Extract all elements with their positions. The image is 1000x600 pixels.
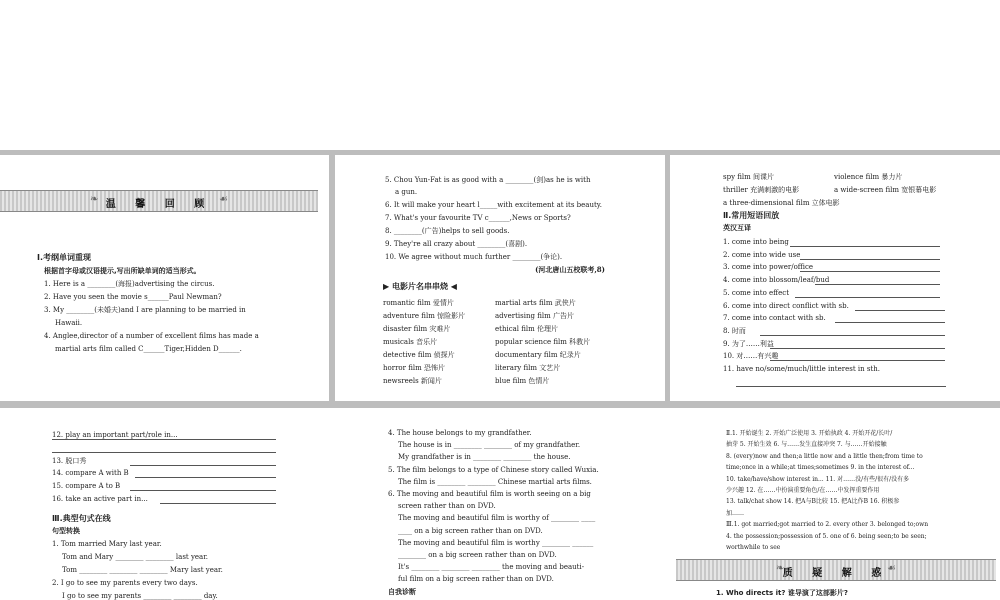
answer-line[interactable]	[130, 465, 276, 466]
exercise-line: 8. ________(广告)helps to sell goods.	[385, 227, 510, 235]
answer-key-line: time;once in a while;at times;sometimes 9. in the interest of...	[726, 464, 915, 472]
panel-1	[0, 155, 329, 401]
exercise-line: 2. Have you seen the movie s______Paul Newman?	[44, 293, 222, 301]
answer-line[interactable]	[815, 284, 940, 285]
exercise-line: a gun.	[395, 188, 418, 196]
film-term: thriller 充满刺激的电影	[723, 186, 800, 194]
answer-key-line: 抽芽 5. 开始生效 6. 与……发生直接冲突 7. 与……开始接触	[726, 441, 887, 449]
exercise-line: 6. come into direct conflict with sb.	[723, 301, 849, 310]
exercise-line: 1. Here is a ________(海报)advertising the circus.	[44, 280, 215, 288]
exercise-line: 5. come into effect	[723, 288, 790, 297]
answer-line[interactable]	[855, 310, 945, 311]
film-heading-text: 电影片名串串烧	[391, 282, 448, 291]
exercise-line: 2. I go to see my parents every two days.	[52, 579, 198, 587]
exercise-line: Tom ________ ________ ________ Mary last year.	[62, 566, 223, 574]
exercise-line: 16. take an active part in...	[52, 495, 148, 503]
ornament-icon: ☙	[219, 194, 228, 205]
film-term: literary film 文艺片	[495, 364, 561, 372]
exercise-line: 6. The moving and beautiful film is worth seeing on a big	[388, 490, 591, 498]
panel-3	[670, 155, 1000, 401]
exercise-line: 14. compare A with B	[52, 469, 129, 477]
film-term: a three-dimensional film 立体电影	[723, 199, 840, 207]
answer-line[interactable]	[800, 259, 940, 260]
film-term: blue film 色情片	[495, 377, 550, 385]
film-term: violence film 暴力片	[834, 173, 903, 181]
film-term: spy film 间谍片	[723, 173, 775, 181]
review-banner	[0, 190, 318, 212]
exercise-line: 9. 为了……利益	[723, 339, 774, 348]
exercise-line: 7. come into contact with sb.	[723, 314, 826, 323]
answer-line[interactable]	[52, 452, 276, 453]
exercise-line: ________ on a big screen rather than on DVD.	[398, 551, 557, 559]
film-term: musicals 音乐片	[383, 338, 438, 346]
answer-line[interactable]	[790, 246, 940, 247]
question: 1. Who directs it? 谁导演了这部影片?	[716, 589, 848, 597]
answer-key-line: 8. (every)now and then;a little now and a little then;from time to	[726, 452, 923, 460]
exercise-line: ____ on a big screen rather than on DVD.	[398, 526, 543, 535]
answer-key-line: worthwhile to see	[726, 544, 781, 551]
film-term: ethical film 伦理片	[495, 325, 559, 333]
answer-key-line: 少兴趣 12. 在……中扮演重要角色/在……中发挥重要作用	[726, 487, 880, 494]
exercise-line: 1. come into being	[723, 238, 789, 246]
panel-5	[335, 409, 665, 600]
panel-6	[670, 409, 1000, 600]
exercise-line: My grandfather is in ________ ________ the house.	[398, 453, 571, 462]
exercise-line: Hawaii.	[55, 319, 83, 327]
exercise-line: 8. 时而	[723, 326, 746, 335]
exercise-line: 2. come into wide use	[723, 250, 801, 259]
film-term: popular science film 科教片	[495, 338, 591, 346]
panel-2	[335, 155, 665, 401]
panel-4	[0, 409, 329, 600]
answer-line[interactable]	[770, 348, 945, 349]
exercise-line: 6. It will make your heart l_____with excitement at its beauty.	[385, 201, 603, 209]
banner-title: 质 疑 解 惑	[782, 568, 890, 579]
sub-heading: 句型转换	[52, 527, 80, 535]
answer-key-line: 加……	[726, 509, 745, 517]
section-heading: Ⅰ.考纲单词重现	[37, 253, 92, 262]
exercise-line: screen rather than on DVD.	[398, 502, 496, 511]
section-heading: Ⅱ.常用短语回放	[723, 211, 780, 220]
exercise-line: 15. compare A to B	[52, 482, 121, 490]
film-term: a wide-screen film 宽银幕电影	[834, 186, 937, 194]
exercise-line: I go to see my parents ________ ________ day.	[62, 592, 218, 600]
answer-key-line: 4. the possession;possession of 5. one of 6. being seen;to be seen;	[726, 532, 927, 540]
exercise-line: 10. We agree without much further ________(争论).	[385, 253, 563, 261]
exercise-line: 4. The house belongs to my grandfather.	[388, 429, 532, 437]
answer-key-line: 10. take/have/show interest in... 11. 对……没/有些/很有/没有多	[726, 475, 910, 483]
film-term: detective film 侦探片	[383, 351, 455, 359]
ornament-icon: ☙	[887, 563, 896, 574]
exercise-line: 4. Anglee,director of a number of excellent films has made a	[44, 332, 259, 340]
source-note: (河北唐山五校联考,8)	[535, 265, 605, 274]
exercise-line: 5. Chou Yun-Fat is as good with a ________(剑)as he is with	[385, 176, 591, 184]
instruction: 根据首字母或汉语提示,写出所缺单词的适当形式。	[44, 267, 201, 275]
film-term: adventure film 惊险影片	[383, 312, 466, 320]
answer-line[interactable]	[160, 503, 276, 504]
answer-line[interactable]	[770, 360, 945, 361]
film-term: martial arts film 武侠片	[495, 299, 576, 307]
banner-title: 温 馨 回 顾	[105, 199, 213, 210]
arrow-left-icon: ◀	[450, 282, 457, 291]
exercise-line: 13. 脱口秀	[52, 457, 87, 465]
qa-banner	[676, 559, 996, 581]
exercise-line: It's ________ ________ ________ the moving and beauti-	[398, 563, 585, 572]
film-term: romantic film 爱情片	[383, 299, 454, 307]
answer-line[interactable]	[760, 335, 945, 336]
answer-line[interactable]	[52, 439, 276, 440]
exercise-line: 5. The film belongs to a type of Chinese story called Wuxia.	[388, 465, 599, 474]
answer-line[interactable]	[135, 477, 276, 478]
exercise-line: The house is in ________ ________ of my grandfather.	[398, 441, 581, 450]
exercise-line: 7. What's your favourite TV c______,News or Sports?	[385, 214, 571, 222]
film-term: horror film 恐怖片	[383, 364, 445, 372]
self-check-heading: 自我诊断	[388, 587, 416, 596]
exercise-line: The moving and beautiful film is worthy ________ ______	[398, 538, 594, 547]
section-heading: Ⅲ.典型句式在线	[52, 514, 111, 523]
answer-line[interactable]	[795, 297, 940, 298]
exercise-line: 3. My ________(未婚夫)and I are planning to be married in	[44, 306, 246, 314]
exercise-line: 12. play an important part/role in...	[52, 431, 178, 439]
exercise-line: 4. come into blossom/leaf/bud	[723, 276, 830, 285]
exercise-line: ful film on a big screen rather than on DVD.	[398, 575, 554, 584]
arrow-right-icon: ▶	[383, 282, 390, 291]
film-term: advertising film 广告片	[495, 312, 574, 320]
film-term: newsreels 新闻片	[383, 377, 442, 385]
answer-key-line: Ⅲ.1. got married;got married to 2. every other 3. belonged to;own	[726, 521, 929, 529]
exercise-line: 11. have no/some/much/little interest in sth.	[723, 365, 880, 373]
film-term: documentary film 纪录片	[495, 351, 581, 359]
answer-line[interactable]	[130, 490, 276, 491]
exercise-line: The film is ________ ________ Chinese martial arts films.	[398, 477, 592, 486]
ornament-icon: ❧	[776, 563, 785, 574]
answer-line[interactable]	[835, 322, 945, 323]
exercise-line: 1. Tom married Mary last year.	[52, 540, 162, 548]
ornament-icon: ❧	[90, 194, 99, 205]
exercise-line: martial arts film called C______Tiger,Hidden D______.	[55, 345, 242, 353]
exercise-line: Tom and Mary ________ ________ last year.	[62, 553, 209, 561]
film-term: disaster film 灾难片	[383, 325, 451, 333]
page-divider	[0, 402, 1000, 408]
film-heading	[383, 282, 457, 291]
answer-key-line: 13. talk/chat show 14. 把A与B比较 15. 把A比作B 16. 积极参	[726, 498, 900, 506]
answer-key-line: Ⅱ.1. 开始诞生 2. 开始广泛使用 3. 开始执政 4. 开始开花/长叶/	[726, 430, 893, 437]
sub-heading: 英汉互译	[723, 224, 751, 232]
exercise-line: 3. come into power/office	[723, 263, 814, 272]
exercise-line: 10. 对……有兴趣	[723, 352, 779, 361]
exercise-line: 9. They're all crazy about ________(喜剧).	[385, 240, 528, 248]
exercise-line: The moving and beautiful film is worthy of ________ ____	[398, 514, 596, 523]
answer-line[interactable]	[800, 271, 940, 272]
answer-line[interactable]	[736, 386, 946, 387]
